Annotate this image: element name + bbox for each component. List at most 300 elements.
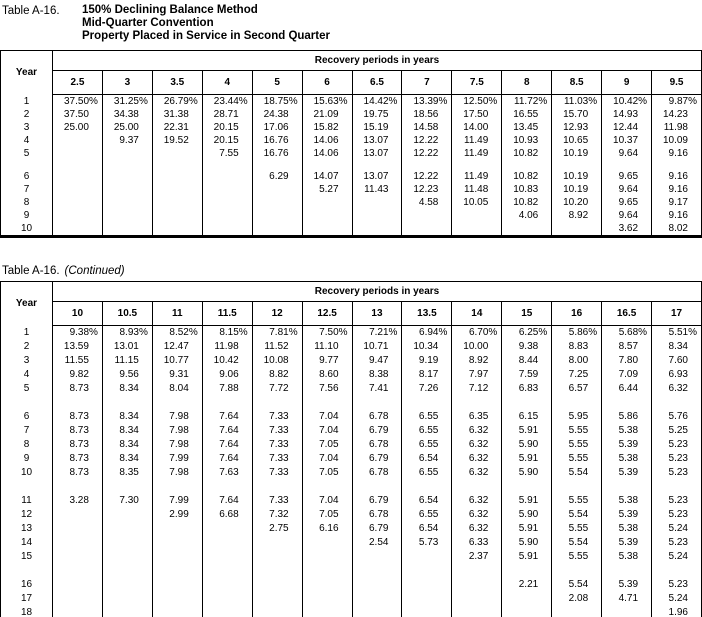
document-title: [2, 4, 702, 43]
year-cell: 6: [1, 410, 53, 424]
rate-cell: 6.79: [352, 424, 402, 438]
spacer-cell: [452, 160, 502, 170]
rate-cell: [102, 209, 152, 222]
rate-cell: 8.73: [53, 410, 103, 424]
rate-cell: 5.39: [602, 438, 652, 452]
table-row: [1, 147, 702, 160]
recovery-period-column-header: 3.5: [152, 71, 202, 95]
rate-cell: 14.58: [402, 121, 452, 134]
rate-cell: 9.37: [102, 134, 152, 147]
rate-cell: 12.44: [602, 121, 652, 134]
rate-cell: [53, 222, 103, 237]
title-line-method: 150% Declining Balance Method: [82, 4, 258, 16]
year-cell: 1: [1, 326, 53, 341]
table-row: [1, 550, 702, 564]
rate-cell: 8.92: [452, 354, 502, 368]
rate-cell: 11.48: [452, 183, 502, 196]
spacer-cell: [252, 160, 302, 170]
rate-cell: 20.15: [202, 134, 252, 147]
rate-cell: 34.38: [102, 108, 152, 121]
rate-cell: 28.71: [202, 108, 252, 121]
rate-cell: 5.39: [602, 536, 652, 550]
rate-cell: 7.63: [202, 466, 252, 480]
spacer-cell: [252, 480, 302, 494]
rate-cell: 7.12: [452, 382, 502, 396]
rate-cell: 9.47: [352, 354, 402, 368]
rate-cell: 7.50%: [302, 326, 352, 341]
year-cell: 11: [1, 494, 53, 508]
spacer-cell: [202, 564, 252, 578]
rate-cell: 17.50: [452, 108, 502, 121]
year-cell: 15: [1, 550, 53, 564]
rate-cell: [202, 606, 252, 617]
spacer-cell: [552, 160, 602, 170]
rate-cell: 14.42%: [352, 95, 402, 109]
depreciation-table-part-1: [0, 50, 702, 238]
year-cell: 10: [1, 222, 53, 237]
table-1-body: [1, 95, 702, 237]
rate-cell: 31.25%: [102, 95, 152, 109]
rate-cell: [452, 592, 502, 606]
rate-cell: [53, 147, 103, 160]
rate-cell: 6.32: [452, 508, 502, 522]
rate-cell: 4.58: [402, 196, 452, 209]
spacer-cell: [402, 396, 452, 410]
table-row: [1, 108, 702, 121]
header-row-columns: [1, 71, 702, 95]
rate-cell: 8.04: [152, 382, 202, 396]
rate-cell: [252, 550, 302, 564]
rate-cell: 8.17: [402, 368, 452, 382]
rate-cell: [352, 550, 402, 564]
group-spacer-row: [1, 396, 702, 410]
spacer-cell: [252, 564, 302, 578]
table-row: [1, 592, 702, 606]
rate-cell: [102, 592, 152, 606]
rate-cell: 7.04: [302, 410, 352, 424]
recovery-period-column-header: 16.5: [602, 302, 652, 326]
spacer-cell: [1, 396, 53, 410]
recovery-period-column-header: 7.5: [452, 71, 502, 95]
rate-cell: 5.90: [502, 438, 552, 452]
spacer-cell: [652, 160, 702, 170]
spacer-cell: [53, 480, 103, 494]
rate-cell: 8.34: [102, 382, 152, 396]
rate-cell: 13.01: [102, 340, 152, 354]
rate-cell: [302, 578, 352, 592]
rate-cell: 7.64: [202, 424, 252, 438]
spacer-cell: [502, 564, 552, 578]
rate-cell: 8.93%: [102, 326, 152, 341]
rate-cell: 7.88: [202, 382, 252, 396]
rate-cell: 11.98: [202, 340, 252, 354]
spacer-cell: [302, 160, 352, 170]
table-row: [1, 134, 702, 147]
rate-cell: 2.08: [552, 592, 602, 606]
rate-cell: [202, 578, 252, 592]
rate-cell: 8.34: [102, 410, 152, 424]
spacer-cell: [352, 564, 402, 578]
spacer-cell: [102, 160, 152, 170]
rate-cell: 25.00: [102, 121, 152, 134]
rate-cell: 7.99: [152, 452, 202, 466]
rate-cell: [252, 536, 302, 550]
recovery-periods-header: Recovery periods in years: [53, 282, 702, 302]
rate-cell: 7.04: [302, 452, 352, 466]
table-number-label-continued: Table A-16.: [2, 265, 60, 277]
rate-cell: 6.78: [352, 438, 402, 452]
rate-cell: 5.55: [552, 494, 602, 508]
rate-cell: 5.38: [602, 494, 652, 508]
recovery-period-column-header: 16: [552, 302, 602, 326]
rate-cell: 8.44: [502, 354, 552, 368]
rate-cell: [302, 592, 352, 606]
spacer-cell: [602, 564, 652, 578]
table-row: [1, 466, 702, 480]
rate-cell: [302, 536, 352, 550]
rate-cell: 2.54: [352, 536, 402, 550]
year-cell: 8: [1, 438, 53, 452]
rate-cell: [352, 592, 402, 606]
rate-cell: 6.15: [502, 410, 552, 424]
spacer-cell: [1, 480, 53, 494]
rate-cell: 13.45: [502, 121, 552, 134]
rate-cell: 6.32: [452, 424, 502, 438]
rate-cell: [202, 209, 252, 222]
rate-cell: [202, 170, 252, 183]
rate-cell: 9.06: [202, 368, 252, 382]
rate-cell: 10.20: [552, 196, 602, 209]
year-cell: 6: [1, 170, 53, 183]
recovery-period-column-header: 13.5: [402, 302, 452, 326]
rate-cell: 9.16: [652, 209, 702, 222]
spacer-cell: [302, 564, 352, 578]
rate-cell: 5.68%: [602, 326, 652, 341]
recovery-period-column-header: 3: [102, 71, 152, 95]
rate-cell: 6.29: [252, 170, 302, 183]
rate-cell: 5.86: [602, 410, 652, 424]
rate-cell: 37.50: [53, 108, 103, 121]
spacer-cell: [552, 564, 602, 578]
recovery-period-column-header: 4: [202, 71, 252, 95]
rate-cell: 7.55: [202, 147, 252, 160]
rate-cell: 9.16: [652, 170, 702, 183]
rate-cell: 9.82: [53, 368, 103, 382]
recovery-period-column-header: 6.5: [352, 71, 402, 95]
rate-cell: [602, 606, 652, 617]
table-2-header: [1, 282, 702, 326]
rate-cell: 6.79: [352, 522, 402, 536]
table-row: [1, 121, 702, 134]
rate-cell: 6.93: [652, 368, 702, 382]
rate-cell: 5.90: [502, 536, 552, 550]
rate-cell: 7.32: [252, 508, 302, 522]
rate-cell: [53, 196, 103, 209]
rate-cell: 13.07: [352, 147, 402, 160]
rate-cell: 5.91: [502, 452, 552, 466]
rate-cell: [152, 592, 202, 606]
rate-cell: 12.47: [152, 340, 202, 354]
rate-cell: 5.39: [602, 578, 652, 592]
spacer-cell: [502, 480, 552, 494]
rate-cell: [352, 578, 402, 592]
rate-cell: 6.55: [402, 438, 452, 452]
rate-cell: 10.34: [402, 340, 452, 354]
rate-cell: 10.00: [452, 340, 502, 354]
rate-cell: [102, 536, 152, 550]
rate-cell: 11.55: [53, 354, 103, 368]
rate-cell: 7.33: [252, 466, 302, 480]
rate-cell: 6.16: [302, 522, 352, 536]
table-row: [1, 382, 702, 396]
rate-cell: 9.38%: [53, 326, 103, 341]
rate-cell: 8.73: [53, 466, 103, 480]
spacer-cell: [352, 160, 402, 170]
rate-cell: 8.15%: [202, 326, 252, 341]
rate-cell: [102, 508, 152, 522]
spacer-cell: [602, 480, 652, 494]
header-row-span: [1, 51, 702, 71]
rate-cell: 11.15: [102, 354, 152, 368]
rate-cell: 11.49: [452, 170, 502, 183]
rate-cell: 9.77: [302, 354, 352, 368]
year-cell: 17: [1, 592, 53, 606]
rate-cell: 5.91: [502, 522, 552, 536]
rate-cell: 5.73: [402, 536, 452, 550]
rate-cell: 14.07: [302, 170, 352, 183]
depreciation-table-part-2: [0, 281, 702, 617]
rate-cell: 8.73: [53, 438, 103, 452]
spacer-cell: [152, 160, 202, 170]
year-cell: 4: [1, 368, 53, 382]
rate-cell: [302, 606, 352, 617]
rate-cell: 7.33: [252, 494, 302, 508]
rate-cell: 10.82: [502, 170, 552, 183]
rate-cell: 6.44: [602, 382, 652, 396]
rate-cell: [502, 222, 552, 237]
table-row: [1, 95, 702, 109]
rate-cell: 14.23: [652, 108, 702, 121]
rate-cell: [452, 578, 502, 592]
rate-cell: [302, 196, 352, 209]
table-row: [1, 368, 702, 382]
table-row: [1, 170, 702, 183]
spacer-cell: [152, 564, 202, 578]
rate-cell: 5.24: [652, 592, 702, 606]
rate-cell: [252, 606, 302, 617]
rate-cell: 5.54: [552, 536, 602, 550]
rate-cell: 5.54: [552, 508, 602, 522]
recovery-period-column-header: 8.5: [552, 71, 602, 95]
rate-cell: 7.64: [202, 410, 252, 424]
rate-cell: 15.19: [352, 121, 402, 134]
rate-cell: 6.35: [452, 410, 502, 424]
rate-cell: 9.16: [652, 147, 702, 160]
rate-cell: 4.06: [502, 209, 552, 222]
rate-cell: 12.23: [402, 183, 452, 196]
rate-cell: 10.42: [202, 354, 252, 368]
rate-cell: 37.50%: [53, 95, 103, 109]
rate-cell: 15.63%: [302, 95, 352, 109]
rate-cell: [53, 134, 103, 147]
rate-cell: 9.19: [402, 354, 452, 368]
rate-cell: 17.06: [252, 121, 302, 134]
rate-cell: 5.91: [502, 424, 552, 438]
rate-cell: [402, 578, 452, 592]
recovery-period-column-header: 11.5: [202, 302, 252, 326]
rate-cell: 7.98: [152, 466, 202, 480]
year-cell: 5: [1, 382, 53, 396]
rate-cell: 11.10: [302, 340, 352, 354]
rate-cell: [202, 522, 252, 536]
rate-cell: 8.34: [102, 438, 152, 452]
rate-cell: [102, 550, 152, 564]
rate-cell: 6.79: [352, 452, 402, 466]
rate-cell: 3.28: [53, 494, 103, 508]
recovery-period-column-header: 8: [502, 71, 552, 95]
rate-cell: 6.55: [402, 508, 452, 522]
rate-cell: 14.00: [452, 121, 502, 134]
table-row: [1, 326, 702, 341]
rate-cell: 5.23: [652, 452, 702, 466]
rate-cell: 14.93: [602, 108, 652, 121]
table-row: [1, 424, 702, 438]
rate-cell: 5.38: [602, 522, 652, 536]
rate-cell: 7.21%: [352, 326, 402, 341]
rate-cell: [402, 222, 452, 237]
rate-cell: 6.94%: [402, 326, 452, 341]
rate-cell: [152, 170, 202, 183]
rate-cell: 5.23: [652, 536, 702, 550]
rate-cell: 23.44%: [202, 95, 252, 109]
table-row: [1, 340, 702, 354]
rate-cell: 5.38: [602, 424, 652, 438]
rate-cell: [352, 209, 402, 222]
spacer-cell: [652, 480, 702, 494]
rate-cell: [252, 209, 302, 222]
rate-cell: 5.55: [552, 452, 602, 466]
rate-cell: 21.09: [302, 108, 352, 121]
rate-cell: 7.72: [252, 382, 302, 396]
rate-cell: [252, 592, 302, 606]
group-spacer-row: [1, 564, 702, 578]
rate-cell: [252, 183, 302, 196]
rate-cell: 7.98: [152, 410, 202, 424]
spacer-cell: [202, 160, 252, 170]
rate-cell: [53, 522, 103, 536]
table-row: [1, 578, 702, 592]
rate-cell: 8.82: [252, 368, 302, 382]
rate-cell: 2.21: [502, 578, 552, 592]
rate-cell: [53, 606, 103, 617]
spacer-cell: [452, 396, 502, 410]
rate-cell: [102, 170, 152, 183]
spacer-cell: [352, 480, 402, 494]
spacer-cell: [53, 160, 103, 170]
rate-cell: 9.64: [602, 209, 652, 222]
rate-cell: 13.07: [352, 170, 402, 183]
recovery-period-column-header: 6: [302, 71, 352, 95]
year-cell: 7: [1, 424, 53, 438]
recovery-period-column-header: 12.5: [302, 302, 352, 326]
rate-cell: 10.77: [152, 354, 202, 368]
table-row: [1, 536, 702, 550]
rate-cell: 11.43: [352, 183, 402, 196]
rate-cell: 5.25: [652, 424, 702, 438]
recovery-period-column-header: 11: [152, 302, 202, 326]
spacer-cell: [202, 396, 252, 410]
rate-cell: 13.07: [352, 134, 402, 147]
rate-cell: 11.49: [452, 147, 502, 160]
rate-cell: 7.97: [452, 368, 502, 382]
rate-cell: 14.06: [302, 147, 352, 160]
rate-cell: 19.52: [152, 134, 202, 147]
rate-cell: [152, 147, 202, 160]
rate-cell: 7.81%: [252, 326, 302, 341]
year-cell: 12: [1, 508, 53, 522]
rate-cell: [152, 196, 202, 209]
rate-cell: 10.08: [252, 354, 302, 368]
rate-cell: 7.56: [302, 382, 352, 396]
rate-cell: [53, 578, 103, 592]
year-cell: 10: [1, 466, 53, 480]
rate-cell: 8.34: [102, 424, 152, 438]
rate-cell: 7.05: [302, 438, 352, 452]
group-spacer-row: [1, 160, 702, 170]
rate-cell: 10.37: [602, 134, 652, 147]
header-row-columns: [1, 302, 702, 326]
rate-cell: 10.71: [352, 340, 402, 354]
rate-cell: 18.56: [402, 108, 452, 121]
group-spacer-row: [1, 480, 702, 494]
rate-cell: 6.32: [452, 452, 502, 466]
rate-cell: 13.39%: [402, 95, 452, 109]
rate-cell: [53, 209, 103, 222]
rate-cell: 5.38: [602, 452, 652, 466]
rate-cell: 10.82: [502, 196, 552, 209]
rate-cell: 12.22: [402, 134, 452, 147]
recovery-period-column-header: 12: [252, 302, 302, 326]
rate-cell: 2.37: [452, 550, 502, 564]
rate-cell: 5.24: [652, 550, 702, 564]
spacer-cell: [402, 564, 452, 578]
rate-cell: 15.82: [302, 121, 352, 134]
rate-cell: [53, 508, 103, 522]
rate-cell: 8.73: [53, 424, 103, 438]
rate-cell: 8.83: [552, 340, 602, 354]
recovery-period-column-header: 15: [502, 302, 552, 326]
rate-cell: [102, 222, 152, 237]
rate-cell: 3.62: [602, 222, 652, 237]
table-row: [1, 508, 702, 522]
rate-cell: 7.04: [302, 494, 352, 508]
rate-cell: [53, 170, 103, 183]
rate-cell: 6.32: [452, 494, 502, 508]
year-cell: 13: [1, 522, 53, 536]
rate-cell: 12.22: [402, 147, 452, 160]
rate-cell: 7.25: [552, 368, 602, 382]
rate-cell: [102, 606, 152, 617]
rate-cell: 8.34: [652, 340, 702, 354]
rate-cell: 8.60: [302, 368, 352, 382]
rate-cell: 11.52: [252, 340, 302, 354]
rate-cell: 5.23: [652, 578, 702, 592]
rate-cell: [152, 550, 202, 564]
rate-cell: [502, 606, 552, 617]
rate-cell: [452, 209, 502, 222]
rate-cell: [402, 606, 452, 617]
rate-cell: 6.78: [352, 466, 402, 480]
